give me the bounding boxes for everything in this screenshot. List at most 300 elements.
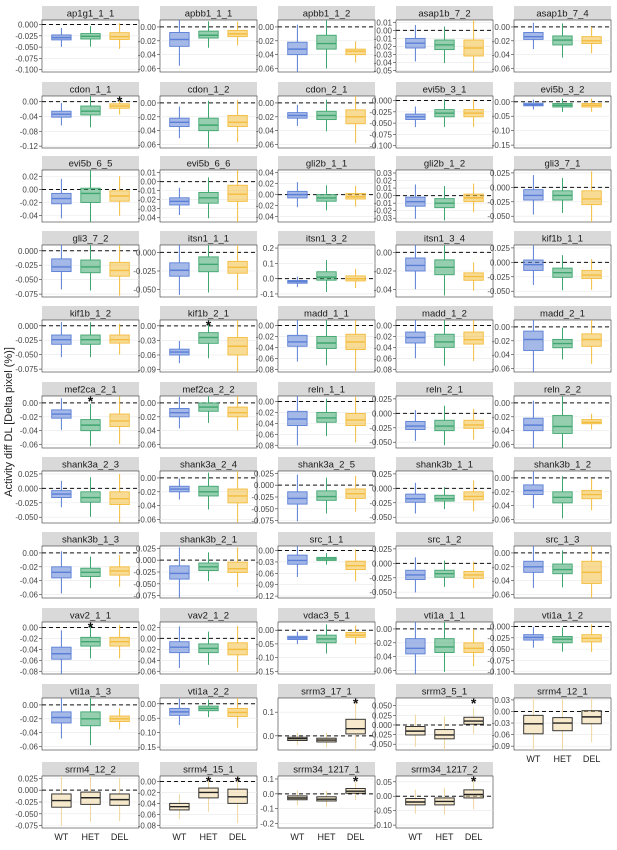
facet-title: src_1_2 (427, 534, 462, 546)
y-tick-label: -0.02 (255, 36, 274, 46)
y-tick-label: -0.025 (15, 261, 38, 271)
y-tick-label: -0.025 (15, 498, 38, 508)
x-tick-label: HET (317, 832, 336, 842)
y-tick-label: 0.1 (262, 708, 274, 718)
y-tick-label: -0.06 (255, 64, 274, 74)
y-tick-label: -0.05 (491, 112, 510, 122)
facet-title: evi5b_3_1 (422, 84, 467, 96)
facet-title: vti1a_2_2 (187, 686, 230, 698)
y-tick-label: 0.00 (140, 177, 156, 187)
panel-kif1b_1_1 (487, 231, 611, 297)
panel-gli3_7_1 (487, 156, 611, 222)
box-DEL (228, 562, 247, 572)
y-tick-label: -0.02 (491, 336, 510, 346)
y-tick-label: -0.075 (251, 516, 274, 526)
y-tick-label: 0.000 (17, 786, 38, 796)
y-tick-label: 0.0 (262, 274, 274, 284)
y-tick-label: -0.09 (137, 365, 156, 375)
facet-title: gli3_7_2 (72, 233, 109, 245)
y-tick-label: 0.00 (258, 397, 274, 407)
panel-shank3b_1_1 (369, 457, 493, 523)
panel-mef2ca_2_1 (20, 382, 139, 450)
y-tick-label: 0.000 (371, 96, 392, 106)
y-tick-label: -0.06 (373, 666, 392, 676)
y-tick-label: 0.000 (489, 183, 510, 193)
y-tick-label: -0.075 (15, 290, 38, 300)
y-tick-label: -0.08 (19, 667, 38, 677)
x-tick-label: HET (553, 754, 572, 764)
y-tick-label: 0.000 (371, 720, 392, 730)
y-tick-label: -0.04 (491, 426, 510, 436)
y-tick-label: -0.09 (255, 580, 274, 590)
panel-shank3a_2_5 (251, 457, 375, 526)
box-HET (435, 639, 454, 653)
y-tick-label: -0.15 (491, 141, 510, 151)
y-tick-label: -0.02 (491, 412, 510, 422)
y-tick-label: -0.10 (373, 821, 392, 831)
y-tick-label: -0.050 (15, 809, 38, 819)
panel-gli2b_1_1 (256, 156, 375, 222)
y-tick-label: -0.050 (487, 645, 510, 655)
facet-title: shank3a_2_5 (297, 459, 356, 471)
y-tick-label: 0.04 (258, 168, 274, 178)
facet-title: madd_2_1 (540, 308, 585, 320)
box-WT (524, 331, 543, 350)
y-tick-label: -0.075 (15, 54, 38, 64)
x-tick-label: DEL (110, 832, 129, 842)
y-tick-label: 0.00 (140, 699, 156, 709)
panel-mef2ca_2_2 (138, 382, 257, 450)
facet-title: vti1a_1_3 (69, 686, 112, 698)
y-tick-label: -0.025 (133, 267, 156, 276)
box-WT (288, 555, 307, 564)
y-tick-label: -0.04 (255, 419, 274, 429)
y-tick-label: -0.050 (487, 212, 510, 222)
facet-title: mef2ca_2_2 (182, 384, 235, 396)
y-tick-label: -0.10 (255, 653, 274, 663)
panel-reln_1_1 (256, 382, 375, 450)
panel-evi5b_6_5 (20, 156, 139, 222)
y-tick-label: 0.000 (135, 556, 156, 566)
y-tick-label: -0.025 (487, 633, 510, 643)
facet-title: gli2b_1_1 (305, 158, 348, 170)
panel-madd_1_1 (256, 306, 375, 374)
box-DEL (346, 719, 365, 734)
y-tick-label: 0.025 (489, 243, 510, 253)
y-tick-label: -0.02 (373, 206, 392, 216)
y-tick-label: 0.01 (376, 18, 392, 28)
y-tick-label: -0.06 (491, 730, 510, 740)
y-tick-label: -0.04 (137, 126, 156, 136)
facet-title: shank3a_2_4 (179, 459, 238, 471)
panel-vdac3_5_1 (256, 608, 375, 676)
y-tick-label: -0.100 (487, 667, 510, 677)
y-tick-label: -0.075 (487, 656, 510, 666)
panel-srrm34_1217_1 (260, 762, 375, 842)
y-tick-label: 0.1 (262, 774, 274, 784)
panel-srrm4_12_1 (492, 684, 611, 764)
panel-cdon_1_1 (20, 82, 139, 151)
y-tick-label: 0.2 (262, 244, 274, 254)
y-tick-label: -0.02 (137, 645, 156, 655)
facet-title: shank3a_2_3 (61, 459, 120, 471)
y-tick-label: -0.02 (137, 788, 156, 798)
significance-star: * (87, 393, 94, 409)
significance-star: * (87, 619, 94, 635)
panel-apbb1_1_1 (138, 6, 257, 74)
y-tick-label: 0.000 (135, 248, 156, 258)
panel-vti1a_1_3 (20, 684, 139, 752)
panel-srrm3_5_1 (369, 684, 493, 750)
y-tick-label: -0.03 (137, 204, 156, 214)
y-tick-label: 0.00 (258, 546, 274, 556)
y-tick-label: -0.04 (255, 50, 274, 60)
facet-title: vdac3_5_1 (303, 610, 350, 622)
x-tick-label: DEL (346, 832, 365, 842)
y-tick-label: -0.100 (15, 65, 38, 75)
y-tick-label: 0.01 (376, 184, 392, 194)
y-tick-label: -0.10 (491, 126, 510, 136)
y-tick-label: 0.000 (371, 484, 392, 494)
y-tick-label: -0.02 (373, 42, 392, 52)
y-tick-label: 0.00 (376, 321, 392, 331)
facet-title: evi5b_6_6 (186, 158, 231, 170)
y-tick-label: -0.04 (137, 213, 156, 223)
y-tick-label: -0.01 (373, 199, 392, 209)
y-tick-label: -0.04 (255, 126, 274, 136)
y-tick-label: -0.02 (491, 562, 510, 572)
y-tick-label: 0.025 (371, 394, 392, 404)
y-tick-label: -0.050 (133, 579, 156, 589)
y-tick-label: -0.025 (133, 568, 156, 577)
y-tick-label: 0.025 (371, 469, 392, 479)
y-tick-label: -0.06 (255, 354, 274, 364)
x-tick-label: DEL (582, 754, 601, 764)
y-tick-label: 0.00 (258, 98, 274, 108)
y-tick-label: -0.04 (491, 350, 510, 360)
panel-ap1g1_1_1 (15, 6, 139, 75)
facet-title: shank3b_1_1 (415, 459, 474, 471)
y-tick-label: -0.09 (491, 742, 510, 752)
y-tick-label: 0.02 (22, 172, 38, 182)
y-tick-label: -0.050 (251, 504, 274, 514)
y-tick-label: 0.00 (140, 634, 156, 644)
significance-star: * (205, 317, 212, 333)
facet-title: kif1b_1_1 (541, 233, 584, 245)
y-tick-label: -0.075 (369, 130, 392, 140)
significance-star: * (205, 773, 212, 789)
x-tick-label: WT (408, 832, 423, 842)
y-tick-label: 0.0 (262, 731, 274, 741)
y-tick-label: -0.02 (255, 112, 274, 122)
y-tick-label: -0.050 (369, 588, 392, 598)
y-tick-label: 0.00 (140, 777, 156, 787)
y-tick-label: -0.050 (15, 350, 38, 360)
panel-vti1a_2_2 (138, 684, 257, 752)
y-tick-label: -0.06 (19, 590, 38, 600)
y-tick-label: -0.08 (255, 441, 274, 451)
box-DEL (110, 262, 129, 276)
y-tick-label: 0.00 (376, 191, 392, 201)
y-tick-label: 0.00 (494, 322, 510, 332)
y-tick-label: -0.08 (19, 127, 38, 137)
facet-title: cdon_1_2 (187, 84, 230, 96)
x-tick-label: WT (54, 832, 69, 842)
facet-title: gli3_7_1 (544, 158, 581, 170)
y-tick-label: -0.075 (15, 821, 38, 831)
facet-title: shank3b_2_1 (179, 534, 238, 546)
facet-title: srrm34_1217_2 (411, 764, 478, 776)
y-tick-label: -0.02 (137, 487, 156, 497)
facet-title: shank3b_1_2 (533, 459, 592, 471)
y-tick-label: -0.100 (369, 141, 392, 151)
panel-itsn1_1_1 (133, 231, 257, 297)
y-tick-label: -0.050 (369, 513, 392, 523)
y-tick-label: 0.025 (371, 711, 392, 721)
x-tick-label: WT (526, 754, 541, 764)
y-tick-label: -0.075 (15, 365, 38, 375)
y-tick-label: 0.00 (494, 548, 510, 558)
box-HET (81, 106, 100, 115)
y-tick-label: 0.025 (17, 469, 38, 479)
y-tick-label: -0.025 (369, 107, 392, 117)
y-tick-label: -0.04 (19, 426, 38, 436)
x-tick-label: HET (435, 832, 454, 842)
y-tick-label: -0.05 (373, 806, 392, 816)
panel-src_1_1 (256, 532, 375, 601)
panel-srrm3_17_1 (263, 684, 375, 750)
panel-shank3a_2_4 (138, 457, 257, 525)
panel-asap1b_7_4 (492, 6, 611, 74)
panel-shank3b_1_2 (492, 457, 611, 525)
y-tick-label: -0.050 (369, 119, 392, 129)
significance-star: * (352, 773, 359, 789)
facet-title: ap1g1_1_1 (66, 8, 115, 20)
y-tick-label: -0.12 (255, 592, 274, 602)
facet-title: cdon_1_1 (69, 84, 112, 96)
y-tick-label: -0.01 (137, 186, 156, 196)
box-DEL (464, 332, 483, 344)
panel-evi5b_6_6 (138, 156, 257, 223)
box-HET (317, 35, 336, 49)
y-tick-label: 0.00 (494, 22, 510, 32)
y-tick-label: -0.02 (255, 408, 274, 418)
facet-title: reln_2_1 (426, 384, 463, 396)
y-tick-label: -0.03 (373, 50, 392, 60)
facet-title: itsn1_3_4 (423, 233, 466, 245)
box-HET (317, 491, 336, 500)
significance-star: * (116, 93, 123, 109)
box-HET (553, 718, 572, 731)
y-tick-label: 0.00 (140, 321, 156, 331)
y-tick-label: 0.000 (371, 409, 392, 419)
y-tick-label: -0.1 (260, 289, 274, 299)
y-tick-label: 0.00 (140, 22, 156, 32)
y-tick-label: -0.08 (373, 365, 392, 375)
y-tick-label: -0.06 (137, 440, 156, 450)
y-tick-label: -0.06 (491, 515, 510, 525)
y-tick-label: -0.050 (369, 438, 392, 448)
x-tick-label: DEL (228, 832, 247, 842)
y-tick-label: 0.025 (253, 469, 274, 479)
y-tick-label: -0.04 (19, 112, 38, 122)
y-tick-label: 0.00 (140, 398, 156, 408)
y-tick-label: -0.025 (487, 272, 510, 282)
y-tick-label: 0.00 (258, 321, 274, 331)
y-tick-label: -0.06 (255, 569, 274, 579)
panel-src_1_2 (369, 532, 493, 598)
y-tick-label: -0.025 (369, 423, 392, 433)
y-tick-label: -0.04 (137, 426, 156, 436)
box-DEL (582, 191, 601, 205)
box-HET (81, 188, 100, 202)
y-tick-label: -0.08 (137, 821, 156, 831)
y-tick-label: -0.04 (373, 652, 392, 662)
facet-title: kif1b_2_1 (187, 308, 230, 320)
y-tick-label: 0.0 (262, 789, 274, 799)
box-WT (170, 263, 189, 276)
x-tick-label: WT (172, 832, 187, 842)
y-tick-label: 0.00 (22, 398, 38, 408)
box-HET (553, 415, 572, 433)
y-tick-label: 0.00 (376, 26, 392, 36)
facet-title: evi5b_3_2 (540, 84, 585, 96)
y-tick-label: -0.04 (137, 50, 156, 60)
y-tick-label: 0.1 (262, 259, 274, 269)
y-tick-label: -0.025 (251, 493, 274, 502)
y-tick-label: 0.000 (371, 559, 392, 569)
y-tick-label: -0.03 (255, 557, 274, 567)
y-tick-label: 0.025 (135, 544, 156, 554)
y-tick-label: 0.000 (17, 246, 38, 256)
y-tick-label: 0.03 (376, 169, 392, 179)
y-tick-label: -0.05 (373, 66, 392, 76)
y-tick-label: 0.00 (258, 22, 274, 32)
significance-star: * (470, 695, 477, 711)
y-tick-label: -0.04 (255, 343, 274, 353)
y-tick-label: 0.025 (371, 544, 392, 554)
box-WT (52, 259, 71, 272)
y-tick-label: 0.00 (376, 792, 392, 802)
y-tick-label: -0.04 (19, 728, 38, 738)
y-tick-label: -0.02 (19, 562, 38, 572)
y-tick-label: -0.06 (491, 590, 510, 600)
panel-cdon_2_1 (256, 82, 375, 150)
y-tick-label: -0.025 (15, 336, 38, 346)
y-tick-label: -0.06 (137, 350, 156, 360)
y-tick-label: -0.03 (491, 719, 510, 729)
y-tick-label: 0.02 (376, 176, 392, 186)
y-tick-label: -0.050 (15, 43, 38, 53)
facet-title: apbb1_1_1 (184, 8, 233, 20)
y-tick-label: 0.00 (22, 185, 38, 195)
facet-title: apbb1_1_2 (302, 8, 351, 20)
facet-title: vav2_1_1 (69, 610, 112, 622)
y-tick-label: -0.1 (260, 804, 274, 814)
y-tick-label: -0.04 (373, 343, 392, 353)
y-tick-label: -0.05 (137, 714, 156, 724)
y-tick-label: 0.00 (140, 473, 156, 483)
box-WT (288, 335, 307, 346)
y-tick-label: -0.06 (255, 430, 274, 440)
y-tick-label: -0.050 (15, 513, 38, 523)
y-tick-label: -0.04 (491, 50, 510, 60)
y-tick-label: -0.04 (491, 501, 510, 511)
y-tick-label: -0.02 (491, 487, 510, 497)
x-tick-label: WT (290, 832, 305, 842)
y-tick-label: -0.06 (491, 64, 510, 74)
facet-title: reln_1_1 (308, 384, 345, 396)
y-tick-label: 0.00 (22, 97, 38, 107)
panel-kif1b_2_1 (138, 306, 257, 375)
y-tick-label: -0.2 (260, 819, 274, 829)
y-tick-label: 0.00 (258, 190, 274, 200)
panel-vav2_1_2 (138, 608, 257, 676)
y-tick-label: -0.02 (19, 634, 38, 644)
facet-title: src_1_3 (545, 534, 580, 546)
panel-vav2_1_1 (20, 608, 139, 676)
y-tick-label: -0.01 (373, 34, 392, 44)
panel-cdon_1_2 (138, 82, 257, 150)
facet-title: evi5b_6_5 (68, 158, 113, 170)
y-tick-label: -0.02 (19, 412, 38, 422)
panel-shank3a_2_3 (15, 457, 139, 523)
panel-itsn1_3_4 (374, 231, 493, 297)
facet-title: srrm34_1217_1 (293, 764, 360, 776)
y-tick-label: 0.05 (376, 777, 392, 787)
y-tick-label: -0.025 (487, 197, 510, 207)
y-tick-label: -0.04 (255, 212, 274, 222)
y-tick-label: -0.02 (491, 36, 510, 46)
y-tick-label: 0.00 (494, 97, 510, 107)
y-tick-label: -0.04 (137, 799, 156, 809)
y-tick-label: -0.04 (137, 656, 156, 666)
facet-title: srrm4_12_1 (537, 686, 588, 698)
y-tick-label: -0.03 (137, 336, 156, 346)
y-tick-label: 0.02 (258, 179, 274, 189)
y-tick-label: 0.00 (494, 707, 510, 717)
facet-title: gli2b_1_2 (423, 158, 466, 170)
panel-reln_2_2 (492, 382, 611, 450)
y-tick-label: -0.10 (137, 728, 156, 738)
y-tick-label: 0.000 (489, 258, 510, 268)
y-tick-label: -0.04 (19, 211, 38, 221)
y-tick-label: -0.050 (369, 740, 392, 750)
y-tick-label: -0.04 (19, 645, 38, 655)
y-tick-label: -0.02 (137, 36, 156, 46)
y-tick-label: -0.06 (137, 667, 156, 677)
y-tick-label: -0.04 (137, 501, 156, 511)
facet-title: asap1b_7_2 (418, 8, 471, 20)
y-tick-label: -0.04 (373, 58, 392, 68)
y-tick-label: 0.000 (489, 622, 510, 632)
significance-star: * (470, 773, 477, 789)
y-tick-label: 0.000 (17, 484, 38, 494)
facet-title: itsn1_1_1 (187, 233, 230, 245)
y-tick-label: -0.06 (19, 656, 38, 666)
y-tick-label: 0.00 (376, 248, 392, 258)
panel-srrm34_1217_2 (374, 762, 493, 842)
panel-gli3_7_2 (15, 231, 139, 299)
y-tick-label: -0.075 (133, 591, 156, 601)
facet-title: srrm4_12_2 (65, 764, 116, 776)
box-WT (406, 258, 425, 271)
y-tick-label: -0.06 (491, 364, 510, 374)
y-tick-label: 0.02 (140, 623, 156, 633)
box-HET (435, 334, 454, 347)
y-tick-label: -0.04 (19, 576, 38, 586)
panel-vti1a_1_1 (374, 608, 493, 676)
